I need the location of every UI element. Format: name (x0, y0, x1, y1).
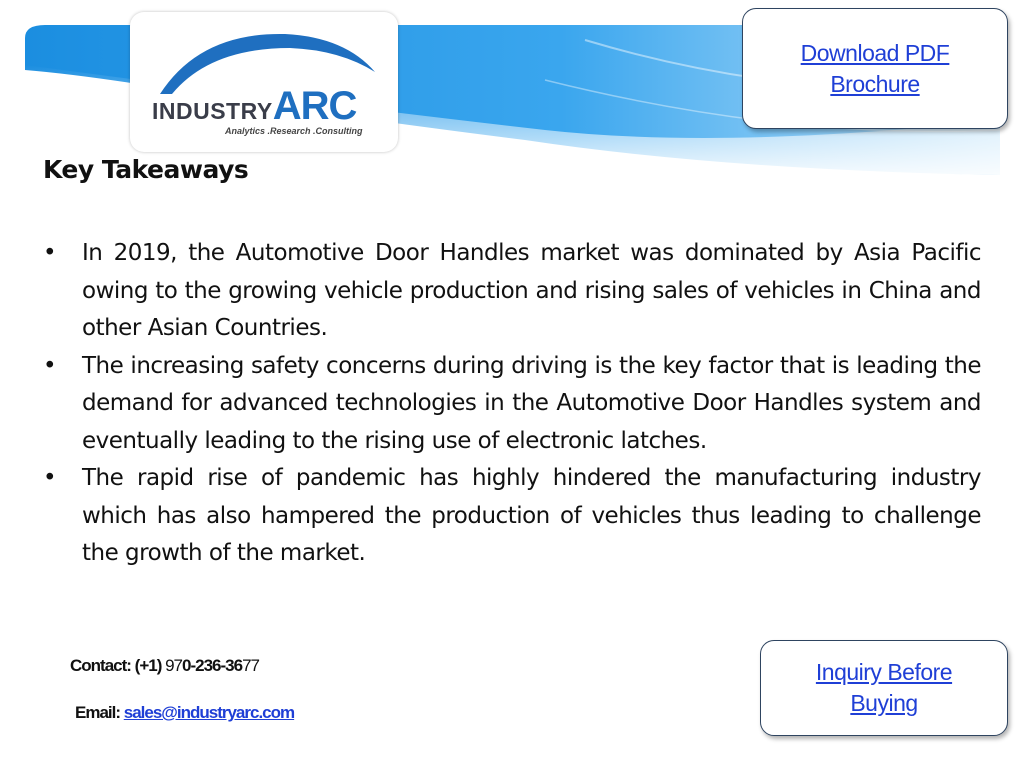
list-item-text: The rapid rise of pandemic has highly hindered the manufacturing industry which has also hampered the production of vehicles thus leading to challenge the growth of the market. (82, 465, 981, 566)
bullet-icon: • (43, 352, 57, 379)
list-item (43, 235, 981, 348)
download-link-line1: Download PDF (800, 39, 950, 66)
list-item (43, 460, 981, 573)
logo-wordmark-arc: ARC (272, 84, 357, 128)
email-link[interactable]: sales@industryarc.com (123, 703, 295, 722)
list-item-text: In 2019, the Automotive Door Handles market was dominated by Asia Pacific owing to the growing vehicle production and rising sales of vehicles in China and other Asian Countries. (82, 240, 981, 341)
logo-wordmark-industry: INDUSTRY (152, 98, 273, 124)
download-link-line2: Brochure (830, 70, 920, 97)
inquiry-link-line2: Buying (850, 690, 918, 716)
inquiry-link-line1: Inquiry Before (815, 659, 953, 685)
phone-part-3: 77 (242, 656, 259, 675)
phone-part-2: 0-236-36 (182, 656, 243, 675)
download-pdf-brochure-link[interactable] (801, 38, 950, 100)
inquiry-box (760, 640, 1008, 736)
takeaways-list (43, 235, 981, 573)
list-item-text: The increasing safety concerns during driving is the key factor that is leading the demand for advanced technologies in the Automotive Door Handles system and eventually leading to the rising use of electronic latches. (82, 352, 981, 454)
page-title: Key Takeaways (43, 155, 249, 184)
contact-email (75, 703, 294, 723)
logo-wordmark (152, 84, 356, 129)
bullet-icon: • (43, 240, 57, 266)
industryarc-logo (130, 12, 398, 152)
inquiry-before-buying-link[interactable] (816, 657, 952, 719)
logo-tagline: Analytics .Research .Consulting (225, 126, 363, 136)
list-item (43, 348, 981, 461)
phone-part-1: 97 (161, 656, 183, 675)
download-pdf-box (742, 8, 1008, 129)
email-label: Email: (75, 703, 124, 722)
contact-label: Contact: (+1) (70, 656, 162, 675)
bullet-icon: • (43, 465, 57, 491)
contact-phone (70, 656, 259, 676)
